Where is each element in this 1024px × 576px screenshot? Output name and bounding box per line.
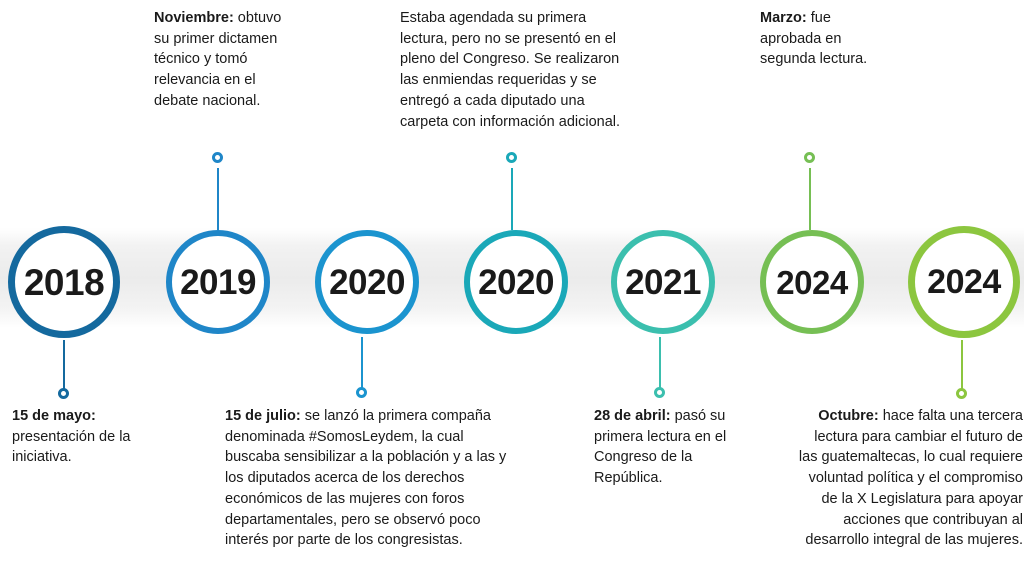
timeline-node-2024-second bbox=[908, 226, 1020, 338]
node-year-label: 2021 bbox=[625, 262, 701, 302]
connector-line-2018 bbox=[63, 340, 65, 390]
connector-dot-2024-second bbox=[956, 388, 967, 399]
note-2024-first-lead: Marzo: bbox=[760, 10, 807, 26]
note-2020-first-lead: 15 de julio: bbox=[225, 408, 301, 424]
node-year-label: 2024 bbox=[776, 263, 848, 301]
node-year-label: 2020 bbox=[478, 262, 554, 302]
note-2019-body: obtuvo su primer dictamen técnico y tomó relevancia en el debate nacional. bbox=[154, 10, 282, 109]
connector-dot-2019 bbox=[212, 152, 223, 163]
note-2020-second-body: Estaba agendada su primera lectura, pero no se presentó en el pleno del Congreso. Se realizaron las enmiendas requeridas y se entregó a cada diputado una carpeta con información adicional. bbox=[400, 10, 621, 130]
node-year-label: 2020 bbox=[329, 262, 405, 302]
connector-line-2024-second bbox=[961, 340, 963, 390]
connector-line-2024-first bbox=[809, 168, 811, 230]
note-2020-first-body: se lanzó la primera compaña denominada #SomosLeydem, la cual buscaba sensibilizar a la población y a las y los diputados acerca de los derechos económicos de las mujeres con foros departamentales, pero se observó poco interés por parte de los congresistas. bbox=[225, 408, 507, 549]
connector-line-2020-first bbox=[361, 337, 363, 389]
timeline-node-2020-first bbox=[315, 230, 419, 334]
note-2019-lead: Noviembre: bbox=[154, 10, 234, 26]
note-2018-lead: 15 de mayo: bbox=[12, 408, 96, 424]
connector-dot-2020-second bbox=[506, 152, 517, 163]
note-2024-first bbox=[760, 8, 875, 70]
connector-line-2019 bbox=[217, 168, 219, 230]
note-2020-first bbox=[225, 406, 520, 551]
node-year-label: 2019 bbox=[180, 262, 256, 302]
timeline-node-2020-second bbox=[464, 230, 568, 334]
note-2024-second bbox=[795, 406, 1023, 551]
note-2024-second-lead: Octubre: bbox=[818, 408, 879, 424]
node-year-label: 2024 bbox=[927, 263, 1001, 301]
timeline-node-2024-first bbox=[760, 230, 864, 334]
node-year-label: 2018 bbox=[23, 261, 105, 303]
connector-dot-2020-first bbox=[356, 387, 367, 398]
connector-dot-2024-first bbox=[804, 152, 815, 163]
connector-line-2020-second bbox=[511, 168, 513, 230]
connector-dot-2021 bbox=[654, 387, 665, 398]
connector-line-2021 bbox=[659, 337, 661, 389]
connector-dot-2018 bbox=[58, 388, 69, 399]
note-2018 bbox=[12, 406, 132, 468]
timeline-node-2019 bbox=[166, 230, 270, 334]
note-2021 bbox=[594, 406, 744, 489]
note-2021-body: pasó su primera lectura en el Congreso de la República. bbox=[594, 408, 727, 487]
note-2024-first-body: fue aprobada en segunda lectura. bbox=[760, 10, 868, 68]
note-2018-body: presentación de la iniciativa. bbox=[12, 428, 131, 466]
timeline-node-2018 bbox=[8, 226, 120, 338]
note-2020-second bbox=[400, 8, 630, 132]
note-2019 bbox=[154, 8, 284, 112]
note-2021-lead: 28 de abril: bbox=[594, 408, 671, 424]
timeline-node-2021 bbox=[611, 230, 715, 334]
note-2024-second-body: hace falta una tercera lectura para cambiar el futuro de las guatemaltecas, lo cual requiere voluntad política y el compromiso de la X Legislatura para apoyar acciones que contribuyan al desarrollo integral de las mujeres. bbox=[798, 408, 1023, 549]
